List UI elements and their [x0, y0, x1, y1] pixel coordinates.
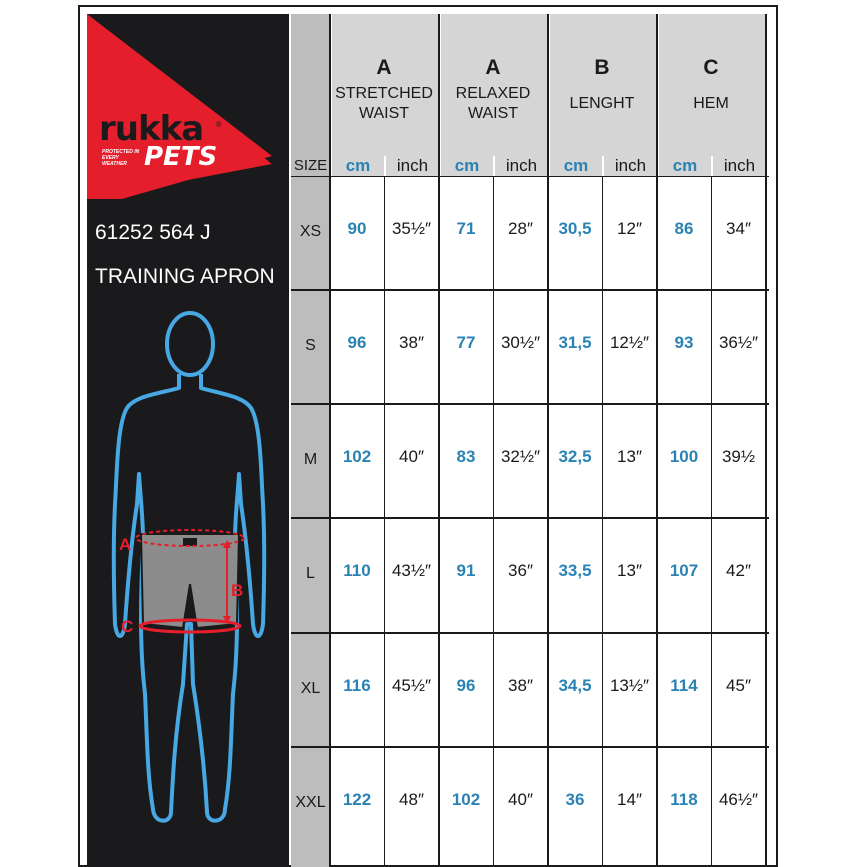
inch-value: 40″: [508, 790, 533, 809]
grid-line: [493, 176, 494, 867]
cm-value: 102: [451, 790, 481, 809]
grid-line: [291, 517, 769, 519]
cm-value: 83: [456, 447, 476, 466]
cm-value: 118: [670, 790, 698, 809]
rukka-pets-logo: [99, 109, 239, 182]
inch-value: 34″: [726, 219, 751, 238]
cm-value: 33,5: [558, 561, 592, 580]
inch-value: 48″: [399, 790, 424, 809]
inch-value: 14″: [617, 790, 642, 809]
product-name: TRAINING APRON: [95, 265, 275, 288]
column-letter: B: [594, 56, 610, 79]
brand-tagline: PROTECTED IN EVERY WEATHER: [102, 149, 140, 167]
cm-value: 86: [674, 219, 694, 238]
inch-value: 12½″: [609, 333, 650, 352]
inch-value: 13″: [617, 447, 642, 466]
size-label: L: [306, 565, 315, 582]
column-letter: C: [703, 56, 719, 79]
grid-line: [438, 14, 440, 867]
inch-value: 36½″: [718, 333, 759, 352]
column-name-line2: WAIST: [358, 105, 410, 122]
cm-value: 114: [670, 676, 698, 695]
grid-line: [602, 176, 603, 867]
human-figure-diagram: [87, 304, 289, 864]
figure-head: [167, 313, 213, 375]
brand-wordmark: rukka: [99, 109, 204, 149]
brand-sub-wordmark: PETS: [144, 142, 218, 172]
size-header: SIZE: [293, 157, 328, 174]
grid-line: [547, 14, 549, 867]
label-c: C: [121, 617, 134, 636]
cm-value: 93: [674, 333, 694, 352]
cm-value: 96: [347, 333, 367, 352]
cm-value: 100: [669, 447, 699, 466]
column-header-bg: [550, 14, 657, 156]
grid-line: [291, 289, 769, 291]
grid-line: [291, 403, 769, 405]
product-code: 61252 564 J: [95, 221, 211, 244]
grid-line: [711, 176, 712, 867]
cm-value: 71: [456, 219, 476, 238]
column-letter: A: [485, 56, 501, 79]
unit-cm-header: cm: [550, 156, 602, 176]
column-header-bg: [659, 14, 766, 156]
apron-buckle: [183, 538, 197, 546]
inch-value: 36″: [508, 561, 533, 580]
unit-inch-header: inch: [713, 156, 766, 176]
registered-mark: ®: [216, 120, 222, 129]
column-name-line2: WAIST: [467, 105, 519, 122]
inch-value: 45½″: [391, 676, 432, 695]
cm-value: 116: [343, 676, 371, 695]
apron-shorts: [141, 534, 239, 628]
grid-line: [291, 746, 769, 748]
unit-inch-header: inch: [386, 156, 439, 176]
inch-value: 38″: [399, 333, 424, 352]
unit-cm-header: cm: [441, 156, 493, 176]
cm-value: 32,5: [558, 447, 592, 466]
column-name: LENGHT: [569, 95, 635, 112]
cm-value: 102: [342, 447, 372, 466]
size-label: XS: [299, 223, 322, 240]
column-name-line1: RELAXED: [455, 85, 531, 102]
cm-value: 77: [456, 333, 476, 352]
inch-value: 13½″: [609, 676, 650, 695]
grid-line: [384, 176, 385, 867]
size-label: S: [305, 337, 316, 354]
inch-value: 43½″: [391, 561, 432, 580]
unit-inch-header: inch: [604, 156, 657, 176]
inch-value: 35½″: [391, 219, 432, 238]
cm-value: 96: [456, 676, 476, 695]
size-label: XXL: [295, 794, 326, 811]
grid-line: [291, 632, 769, 634]
inch-value: 45″: [726, 676, 751, 695]
inch-value: 42″: [726, 561, 751, 580]
cm-value: 122: [342, 790, 372, 809]
brand-panel: [87, 14, 289, 867]
inch-value: 32½″: [500, 447, 541, 466]
inch-value: 13″: [617, 561, 642, 580]
cm-value: 34,5: [558, 676, 592, 695]
unit-inch-header: inch: [495, 156, 548, 176]
column-letter: A: [376, 56, 392, 79]
size-column: [291, 14, 330, 867]
grid-line: [329, 14, 331, 867]
inch-value: 39½: [721, 447, 756, 466]
grid-line: [291, 176, 769, 177]
unit-cm-header: cm: [659, 156, 711, 176]
unit-cm-header: cm: [332, 156, 384, 176]
column-name-line1: STRETCHED: [335, 85, 433, 102]
size-label: XL: [300, 680, 321, 697]
inch-value: 46½″: [718, 790, 759, 809]
label-b: B: [231, 581, 244, 600]
cm-value: 30,5: [558, 219, 592, 238]
grid-line: [765, 14, 767, 867]
inch-value: 40″: [399, 447, 424, 466]
inch-value: 12″: [617, 219, 642, 238]
label-a: A: [119, 535, 132, 554]
cm-value: 91: [456, 561, 476, 580]
grid-line: [656, 14, 658, 867]
size-label: M: [303, 451, 318, 468]
cm-value: 31,5: [558, 333, 592, 352]
cm-value: 36: [565, 790, 585, 809]
cm-value: 107: [669, 561, 699, 580]
inch-value: 30½″: [500, 333, 541, 352]
inch-value: 28″: [508, 219, 533, 238]
inch-value: 38″: [508, 676, 533, 695]
column-name: HEM: [693, 95, 729, 112]
cm-value: 90: [347, 219, 367, 238]
cm-value: 110: [343, 561, 371, 580]
